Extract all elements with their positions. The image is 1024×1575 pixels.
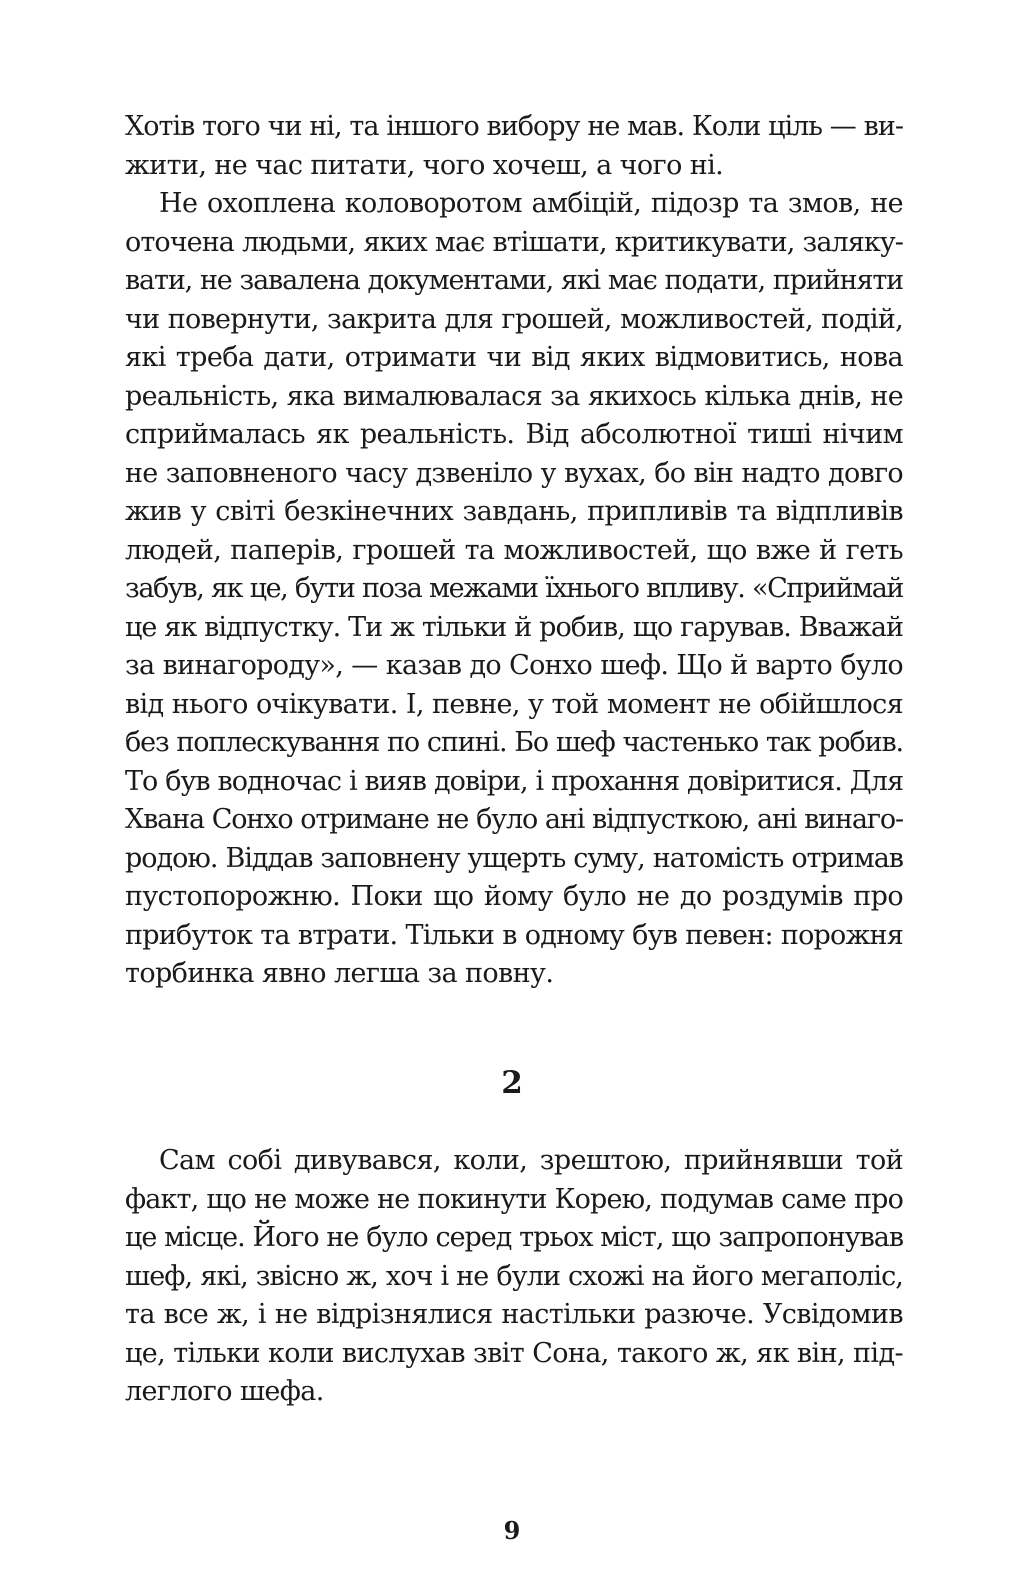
- text-line: та все ж, і не відрізнялися настільки разюче. Усвідомив: [125, 1299, 903, 1330]
- text-line: шеф, які, звісно ж, хоч і не були схожі на його мегаполіс,: [125, 1260, 903, 1292]
- text-line: Хвана Сонхо отримане не було ані відпусткою, ані винаго-: [125, 804, 903, 835]
- text-line: не заповненого часу дзвеніло у вухах, бо він надто довго: [125, 457, 903, 489]
- text-line: Сам собі дивувався, коли, зрештою, прийнявши той: [159, 1145, 903, 1176]
- text-line: які треба дати, отримати чи від яких відмовитись, нова: [125, 342, 903, 373]
- page-number: 9: [503, 1516, 521, 1545]
- text-line: людей, паперів, грошей та можливостей, що вже й геть: [125, 534, 903, 566]
- text-line: чи повернути, закрита для грошей, можливостей, подій,: [125, 303, 903, 335]
- paragraph-3: [125, 1142, 903, 1412]
- text-line: оточена людьми, яких має втішати, критикувати, заляку-: [125, 226, 903, 258]
- book-page-upper-text: [125, 108, 903, 994]
- text-line: це, тільки коли вислухав звіт Сона, такого ж, як він, під-: [125, 1337, 903, 1369]
- text-line: Хотів того чи ні, та іншого вибору не мав. Коли ціль — ви-: [125, 111, 903, 142]
- text-line: за винагороду», — казав до Сонхо шеф. Що й варто було: [125, 650, 903, 681]
- text-line: пустопорожню. Поки що йому було не до роздумів про: [125, 881, 903, 912]
- text-line: це як відпустку. Ти ж тільки й робив, що гарував. Вважай: [125, 611, 903, 643]
- text-line: вати, не завалена документами, які має подати, прийняти: [125, 265, 903, 296]
- book-page-lower-text: [125, 1142, 903, 1412]
- text-line: це місце. Його не було серед трьох міст, що запропонував: [125, 1222, 903, 1253]
- text-line: жити, не час питати, чого хочеш, а чого ні.: [125, 149, 724, 181]
- text-line: реальність, яка вималювалася за якихось кілька днів, не: [125, 380, 903, 412]
- text-line: торбинка явно легша за повну.: [125, 958, 554, 989]
- text-line: жив у світі безкінечних завдань, припливів та відпливів: [125, 496, 903, 527]
- paragraph-2: [125, 185, 903, 994]
- text-line: То був водночас і вияв довіри, і прохання довіритися. Для: [125, 765, 903, 797]
- text-line: леглого шефа.: [125, 1376, 324, 1407]
- text-line: прибуток та втрати. Тільки в одному був певен: порожня: [125, 919, 903, 951]
- paragraph-1: [125, 108, 903, 185]
- text-line: родою. Віддав заповнену ущерть суму, натомість отримав: [125, 842, 903, 874]
- text-line: забув, як це, бути поза межами їхнього впливу. «Сприймай: [125, 573, 903, 604]
- text-line: без поплескування по спині. Бо шеф частенько так робив.: [125, 727, 903, 758]
- text-line: сприймалась як реальність. Від абсолютної тиші нічим: [125, 419, 903, 450]
- text-line: від нього очікувати. І, певне, у той момент не обійшлося: [125, 688, 903, 720]
- chapter-number: 2: [501, 1065, 523, 1101]
- text-line: Не охоплена коловоротом амбіцій, підозр та змов, не: [159, 188, 903, 219]
- text-line: факт, що не може не покинути Корею, подумав саме про: [125, 1183, 903, 1215]
